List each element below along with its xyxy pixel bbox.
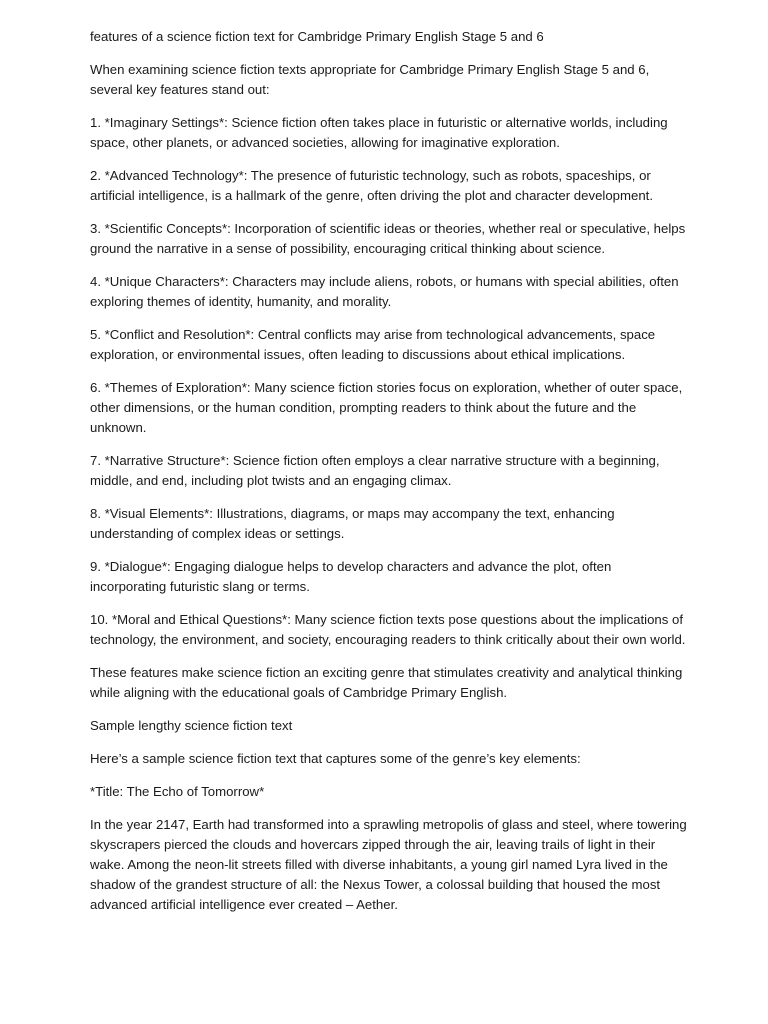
sample-heading: Sample lengthy science fiction text: [90, 718, 293, 733]
sample-intro: Here’s a sample science fiction text that captures some of the genre’s key elements:: [90, 751, 581, 766]
feature-item-8: 8. *Visual Elements*: Illustrations, diagrams, or maps may accompany the text, enhancing understanding of complex ideas or settings.: [90, 506, 615, 541]
story-title: *Title: The Echo of Tomorrow*: [90, 784, 265, 799]
feature-item-4: 4. *Unique Characters*: Characters may include aliens, robots, or humans with special abilities, often exploring themes of identity, humanity, and morality.: [90, 274, 679, 309]
document-heading: features of a science fiction text for Cambridge Primary English Stage 5 and 6: [90, 29, 544, 44]
feature-item-7: 7. *Narrative Structure*: Science fiction often employs a clear narrative structure with a beginning, middle, and end, including plot twists and an engaging climax.: [90, 453, 660, 488]
feature-item-3: 3. *Scientific Concepts*: Incorporation of scientific ideas or theories, whether real or speculative, helps ground the narrative in a sense of possibility, encouraging critical thinking about science.: [90, 221, 686, 256]
feature-item-2: 2. *Advanced Technology*: The presence of futuristic technology, such as robots, spaceships, or artificial intelligence, is a hallmark of the genre, often driving the plot and character development.: [90, 168, 653, 203]
conclusion-paragraph: These features make science fiction an exciting genre that stimulates creativity and analytical thinking while aligning with the educational goals of Cambridge Primary English.: [90, 665, 683, 700]
feature-item-9: 9. *Dialogue*: Engaging dialogue helps to develop characters and advance the plot, often incorporating futuristic slang or terms.: [90, 559, 612, 594]
feature-item-10: 10. *Moral and Ethical Questions*: Many science fiction texts pose questions about the implications of technology, the environment, and society, encouraging readers to think critically about their own world.: [90, 612, 686, 647]
document-page: [90, 27, 690, 928]
feature-item-1: 1. *Imaginary Settings*: Science fiction often takes place in futuristic or alternative worlds, including space, other planets, or advanced societies, allowing for imaginative exploration.: [90, 115, 668, 150]
feature-item-6: 6. *Themes of Exploration*: Many science fiction stories focus on exploration, whether of outer space, other dimensions, or the human condition, prompting readers to think about the future and the unknown.: [90, 380, 683, 435]
intro-paragraph: When examining science fiction texts appropriate for Cambridge Primary English Stage 5 and 6, several key features stand out:: [90, 62, 650, 97]
story-paragraph: In the year 2147, Earth had transformed into a sprawling metropolis of glass and steel, where towering skyscrapers pierced the clouds and hovercars zipped through the air, leaving trails of light in their wake. Among the neon-lit streets filled with diverse inhabitants, a young girl named Lyra lived in the shadow of the grandest structure of all: the Nexus Tower, a colossal building that housed the most advanced artificial intelligence ever created – Aether.: [90, 817, 687, 912]
feature-item-5: 5. *Conflict and Resolution*: Central conflicts may arise from technological advancements, space exploration, or environmental issues, often leading to discussions about ethical implications.: [90, 327, 656, 362]
